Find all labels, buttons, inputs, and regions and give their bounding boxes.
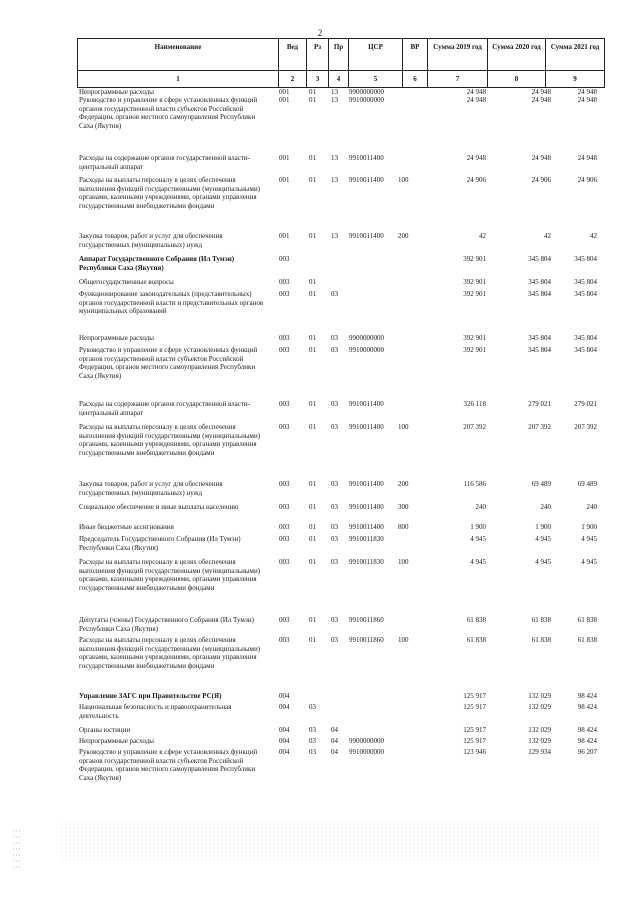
row-pr: 13 <box>331 176 338 184</box>
row-rz: 01 <box>309 176 316 184</box>
row-sum-2020: 240 <box>540 503 551 511</box>
row-name: Председатель Государственного Собрания (Ил Тумэн) Республики Саха (Якутия) <box>79 535 241 552</box>
row-rz: 01 <box>309 503 316 511</box>
row-pr: 13 <box>331 232 338 240</box>
row-sum-2020: 4 945 <box>535 558 551 566</box>
row-pr: 03 <box>331 334 338 342</box>
row-ved: 003 <box>279 503 290 511</box>
row-sum-2020: 69 489 <box>531 480 551 488</box>
row-ved: 001 <box>279 88 290 96</box>
row-csr: 9910011400 <box>349 523 384 531</box>
header-csr: ЦСР <box>349 39 403 70</box>
row-sum-2019: 207 392 <box>463 423 486 431</box>
row-ved: 001 <box>279 232 290 240</box>
row-rz: 01 <box>309 400 316 408</box>
row-name: Расходы на выплаты персоналу в целях обеспечения выполнения функций государственными (муниципальными) органами, казенными учреждениями, органами управления государственными внебюджетными фондами <box>79 423 261 457</box>
row-pr: 03 <box>331 558 338 566</box>
row-sum-2020: 129 934 <box>528 748 551 756</box>
row-pr: 03 <box>331 346 338 354</box>
row-ved: 001 <box>279 96 290 104</box>
row-rz: 01 <box>309 616 316 624</box>
row-ved: 004 <box>279 726 290 734</box>
row-vr: 200 <box>398 232 409 240</box>
row-pr: 03 <box>331 535 338 543</box>
row-ved: 003 <box>279 636 290 644</box>
column-number: 5 <box>349 70 403 87</box>
header-vr: ВР <box>403 39 428 70</box>
row-vr: 100 <box>398 636 409 644</box>
row-rz: 01 <box>309 334 316 342</box>
row-ved: 003 <box>279 334 290 342</box>
row-name: Общегосударственные вопросы <box>79 278 174 286</box>
row-rz: 01 <box>309 290 316 298</box>
row-rz: 01 <box>309 154 316 162</box>
column-number: 6 <box>403 70 428 87</box>
row-sum-2021: 96 207 <box>577 748 597 756</box>
row-csr: 9900000000 <box>349 88 384 96</box>
row-csr: 9910011830 <box>349 535 384 543</box>
row-ved: 003 <box>279 278 290 286</box>
row-csr: 9910011400 <box>349 232 384 240</box>
row-sum-2019: 125 917 <box>463 692 486 700</box>
row-pr: 13 <box>331 96 338 104</box>
row-pr: 04 <box>331 726 338 734</box>
row-pr: 04 <box>331 748 338 756</box>
row-sum-2019: 392 901 <box>463 290 486 298</box>
row-sum-2019: 4 945 <box>470 535 486 543</box>
header-rz: Рз <box>307 39 329 70</box>
row-ved: 004 <box>279 748 290 756</box>
row-sum-2019: 4 945 <box>470 558 486 566</box>
row-name: Непрограммные расходы <box>79 88 154 96</box>
row-vr: 100 <box>398 558 409 566</box>
row-ved: 003 <box>279 423 290 431</box>
row-sum-2020: 61 838 <box>531 636 551 644</box>
row-vr: 300 <box>398 503 409 511</box>
row-sum-2020: 132 029 <box>528 737 551 745</box>
row-sum-2019: 125 917 <box>463 703 486 711</box>
row-rz: 03 <box>309 703 316 711</box>
row-ved: 003 <box>279 558 290 566</box>
row-sum-2020: 24 906 <box>531 176 551 184</box>
row-vr: 800 <box>398 523 409 531</box>
row-sum-2021: 207 392 <box>574 423 597 431</box>
row-sum-2020: 132 029 <box>528 692 551 700</box>
row-sum-2021: 98 424 <box>577 692 597 700</box>
row-ved: 003 <box>279 255 290 263</box>
row-sum-2019: 125 917 <box>463 737 486 745</box>
row-ved: 003 <box>279 290 290 298</box>
column-number: 4 <box>329 70 349 87</box>
header-sum-2021: Сумма 2021 год <box>550 43 600 51</box>
row-rz: 01 <box>309 480 316 488</box>
row-name: Функционирование законодательных (представительных) органов государственной власти и представительных органов муниципальных образований <box>79 290 264 315</box>
row-rz: 01 <box>309 636 316 644</box>
row-name: Депутаты (члены) Государственного Собрания (Ил Тумэн) Республики Саха (Якутия) <box>79 616 254 633</box>
row-pr: 03 <box>331 290 338 298</box>
row-csr: 9910011400 <box>349 154 384 162</box>
row-ved: 003 <box>279 535 290 543</box>
row-sum-2019: 392 901 <box>463 334 486 342</box>
row-sum-2019: 392 901 <box>463 346 486 354</box>
row-ved: 003 <box>279 346 290 354</box>
row-rz: 01 <box>309 278 316 286</box>
row-sum-2021: 4 945 <box>581 558 597 566</box>
row-vr: 100 <box>398 176 409 184</box>
row-vr: 200 <box>398 480 409 488</box>
row-pr: 04 <box>331 737 338 745</box>
row-sum-2020: 132 029 <box>528 726 551 734</box>
row-sum-2021: 345 804 <box>574 334 597 342</box>
row-pr: 03 <box>331 636 338 644</box>
row-sum-2021: 345 804 <box>574 255 597 263</box>
row-sum-2021: 61 838 <box>577 636 597 644</box>
row-sum-2019: 123 946 <box>463 748 486 756</box>
row-name: Национальная безопасность и правоохранительная деятельность <box>79 703 232 720</box>
row-sum-2021: 279 021 <box>574 400 597 408</box>
row-sum-2021: 24 906 <box>577 176 597 184</box>
row-name: Органы юстиции <box>79 726 131 734</box>
row-name: Расходы на выплаты персоналу в целях обеспечения выполнения функций государственными (муниципальными) органами, казенными учреждениями, органами управления государственными внебюджетными фондами <box>79 176 261 210</box>
row-sum-2021: 345 804 <box>574 278 597 286</box>
row-sum-2020: 345 804 <box>528 255 551 263</box>
row-name: Закупка товаров, работ и услуг для обеспечения государственных (муниципальных) нужд <box>79 480 223 497</box>
row-csr: 9910011400 <box>349 503 384 511</box>
header-sum-2020: Сумма 2020 год <box>488 39 546 70</box>
row-name: Иные бюджетные ассигнования <box>79 523 174 531</box>
row-sum-2019: 61 838 <box>466 636 486 644</box>
row-sum-2019: 392 901 <box>463 255 486 263</box>
row-rz: 03 <box>309 726 316 734</box>
row-pr: 03 <box>331 616 338 624</box>
row-csr: 9910011400 <box>349 423 384 431</box>
row-sum-2019: 1 900 <box>470 523 486 531</box>
row-sum-2019: 24 948 <box>466 96 486 104</box>
row-sum-2019: 61 838 <box>466 616 486 624</box>
row-pr: 03 <box>331 480 338 488</box>
row-pr: 13 <box>331 154 338 162</box>
row-sum-2019: 24 906 <box>466 176 486 184</box>
row-sum-2021: 240 <box>586 503 597 511</box>
row-pr: 03 <box>331 423 338 431</box>
row-sum-2021: 42 <box>590 232 597 240</box>
row-pr: 13 <box>331 88 338 96</box>
row-sum-2019: 24 948 <box>466 88 486 96</box>
row-ved: 004 <box>279 692 290 700</box>
row-pr: 03 <box>331 523 338 531</box>
row-sum-2019: 392 901 <box>463 278 486 286</box>
row-csr: 9910000000 <box>349 96 384 104</box>
row-ved: 003 <box>279 523 290 531</box>
scan-noise <box>12 828 20 868</box>
row-sum-2021: 98 424 <box>577 703 597 711</box>
header-sum-2019: Сумма 2019 год <box>428 39 488 70</box>
row-rz: 03 <box>309 748 316 756</box>
row-ved: 001 <box>279 176 290 184</box>
row-rz: 03 <box>309 737 316 745</box>
row-sum-2021: 24 948 <box>577 88 597 96</box>
row-sum-2020: 132 029 <box>528 703 551 711</box>
header-pr: Пр <box>329 39 349 70</box>
row-sum-2021: 69 489 <box>577 480 597 488</box>
column-number: 7 <box>428 70 488 87</box>
column-number: 8 <box>488 70 546 87</box>
row-name: Социальное обеспечение и иные выплаты населению <box>79 503 239 511</box>
row-csr: 9910011830 <box>349 558 384 566</box>
row-sum-2019: 116 586 <box>463 480 486 488</box>
row-csr: 9910011400 <box>349 400 384 408</box>
row-sum-2021: 345 804 <box>574 346 597 354</box>
row-rz: 01 <box>309 96 316 104</box>
row-rz: 01 <box>309 232 316 240</box>
row-ved: 001 <box>279 154 290 162</box>
row-name: Расходы на содержание органов государственной власти- центральный аппарат <box>79 154 251 171</box>
row-sum-2021: 1 900 <box>581 523 597 531</box>
row-rz: 01 <box>309 88 316 96</box>
row-sum-2019: 24 948 <box>466 154 486 162</box>
column-number: 9 <box>546 70 604 87</box>
column-number: 2 <box>279 70 307 87</box>
row-ved: 003 <box>279 400 290 408</box>
row-sum-2021: 98 424 <box>577 737 597 745</box>
row-ved: 004 <box>279 703 290 711</box>
row-sum-2021: 345 804 <box>574 290 597 298</box>
row-name: Расходы на выплаты персоналу в целях обеспечения выполнения функций государственными (муниципальными) органами, казенными учреждениями, органами управления государственными внебюджетными фондами <box>79 558 261 592</box>
row-rz: 01 <box>309 523 316 531</box>
row-sum-2021: 4 945 <box>581 535 597 543</box>
row-sum-2021: 61 838 <box>577 616 597 624</box>
row-sum-2020: 24 948 <box>531 88 551 96</box>
row-sum-2020: 24 948 <box>531 154 551 162</box>
row-name: Непрограммные расходы <box>79 737 154 745</box>
header-name: Наименование <box>78 39 279 70</box>
row-sum-2021: 24 948 <box>577 96 597 104</box>
row-sum-2020: 4 945 <box>535 535 551 543</box>
row-sum-2020: 1 900 <box>535 523 551 531</box>
row-name: Управление ЗАГС при Правительстве РС(Я) <box>79 692 222 700</box>
row-name: Закупка товаров, работ и услуг для обеспечения государственных (муниципальных) нужд <box>79 232 223 249</box>
row-csr: 9910011860 <box>349 636 384 644</box>
row-sum-2020: 24 948 <box>531 96 551 104</box>
row-rz: 01 <box>309 346 316 354</box>
row-name: Расходы на содержание органов государственной власти- центральный аппарат <box>79 400 251 417</box>
column-number: 3 <box>307 70 329 87</box>
row-sum-2020: 279 021 <box>528 400 551 408</box>
row-sum-2019: 326 118 <box>463 400 486 408</box>
row-rz: 01 <box>309 558 316 566</box>
row-sum-2019: 240 <box>475 503 486 511</box>
row-rz: 01 <box>309 423 316 431</box>
row-sum-2020: 345 804 <box>528 290 551 298</box>
row-rz: 01 <box>309 535 316 543</box>
row-csr: 9910000000 <box>349 346 384 354</box>
row-ved: 003 <box>279 616 290 624</box>
row-sum-2021: 98 424 <box>577 726 597 734</box>
row-csr: 9910000000 <box>349 748 384 756</box>
scan-noise <box>60 822 600 862</box>
row-name: Аппарат Государственного Собрания (Ил Тумэн) Республики Саха (Якутия) <box>79 255 235 272</box>
row-sum-2020: 61 838 <box>531 616 551 624</box>
row-csr: 9910011400 <box>349 480 384 488</box>
row-csr: 9900000000 <box>349 334 384 342</box>
row-name: Руководство и управление в сфере установленных функций органов государственной власти субъектов Российской Федерации, органов местного самоуправления Республики Саха (Якутия) <box>79 748 258 782</box>
table-header <box>77 38 605 88</box>
row-sum-2020: 42 <box>544 232 551 240</box>
header-ved: Вед <box>279 39 307 70</box>
row-pr: 03 <box>331 503 338 511</box>
row-csr: 9910011400 <box>349 176 384 184</box>
row-name: Непрограммные расходы <box>79 334 154 342</box>
row-csr: 9910011860 <box>349 616 384 624</box>
row-name: Расходы на выплаты персоналу в целях обеспечения выполнения функций государственными (муниципальными) органами, казенными учреждениями, органами управления государственными внебюджетными фондами <box>79 636 261 670</box>
row-sum-2020: 345 804 <box>528 278 551 286</box>
row-sum-2020: 345 804 <box>528 346 551 354</box>
row-pr: 03 <box>331 400 338 408</box>
column-number: 1 <box>78 70 279 87</box>
row-vr: 100 <box>398 423 409 431</box>
row-sum-2019: 42 <box>479 232 486 240</box>
row-sum-2021: 24 948 <box>577 154 597 162</box>
row-sum-2020: 345 804 <box>528 334 551 342</box>
row-name: Руководство и управление в сфере установленных функций органов государственной власти субъектов Российской Федерации, органов местного самоуправления Республики Саха (Якутия) <box>79 96 258 130</box>
page-number: 2 <box>317 28 323 38</box>
row-sum-2020: 207 392 <box>528 423 551 431</box>
row-sum-2019: 125 917 <box>463 726 486 734</box>
row-name: Руководство и управление в сфере установленных функций органов государственной власти субъектов Российской Федерации, органов местного самоуправления Республики Саха (Якутия) <box>79 346 258 380</box>
row-ved: 003 <box>279 480 290 488</box>
row-ved: 004 <box>279 737 290 745</box>
row-csr: 9900000000 <box>349 737 384 745</box>
